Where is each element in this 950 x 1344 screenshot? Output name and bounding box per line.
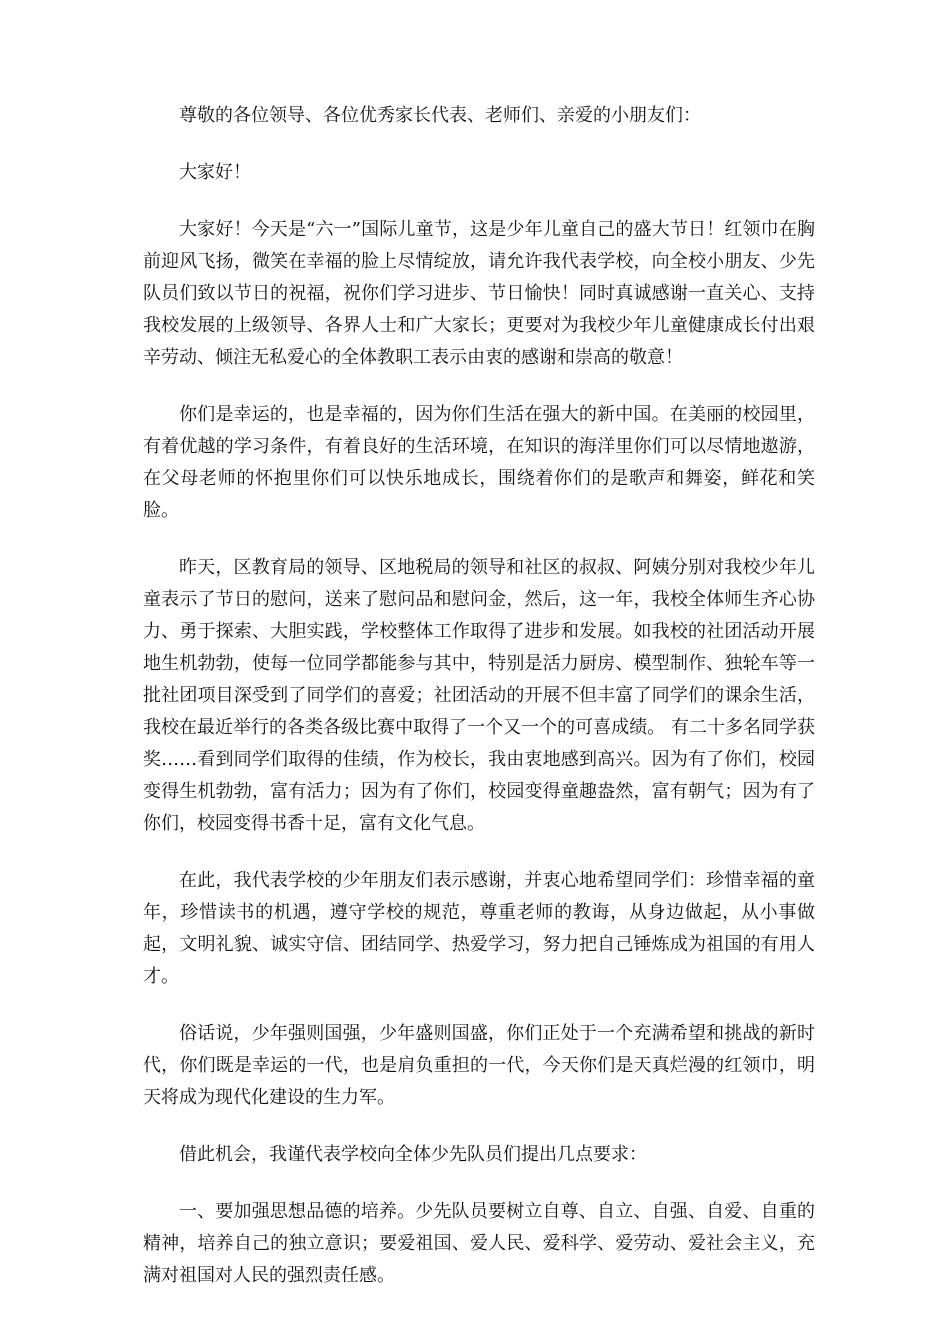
body-paragraph: 一、要加强思想品德的培养。少先队员要树立自尊、自立、自强、自爱、自重的精神，培养自己的独立意识；要爱祖国、爱人民、爱科学、爱劳动、爱社会主义，充满对祖国对人民的强烈责任感。	[143, 1201, 815, 1286]
body-paragraph: 在此，我代表学校的少年朋友们表示感谢，并衷心地希望同学们：珍惜幸福的童年，珍惜读书的机遇，遵守学校的规范，尊重老师的教诲，从身边做起，从小事做起，文明礼貌、诚实守信、团结同学、热爱学习，努力把自己锤炼成为祖国的有用人才。	[143, 870, 815, 987]
greeting: 大家好！	[179, 162, 251, 183]
salutation: 尊敬的各位领导、各位优秀家长代表、老师们、亲爱的小朋友们：	[179, 105, 701, 126]
document-page	[143, 100, 815, 1317]
body-paragraph: 昨天，区教育局的领导、区地税局的领导和社区的叔叔、阿姨分别对我校少年儿童表示了节日的慰问，送来了慰问品和慰问金，然后，这一年，我校全体师生齐心协力、勇于探索、大胆实践，学校整体工作取得了进步和发展。如我校的社团活动开展地生机勃勃，使每一位同学都能参与其中，特别是活力厨房、模型制作、独轮车等一批社团项目深受到了同学们的喜爱；社团活动的开展不但丰富了同学们的课余生活，我校在最近举行的各类各级比赛中取得了一个又一个的可喜成绩。 有二十多名同学获奖……看到同学们取得的佳绩，作为校长，我由衷地感到高兴。因为有了你们，校园变得生机勃勃，富有活力；因为有了你们，校园变得童趣盎然，富有朝气；因为有了你们，校园变得书香十足，富有文化气息。	[143, 557, 815, 834]
body-paragraph: 俗话说，少年强则国强，少年盛则国盛，你们正处于一个充满希望和挑战的新时代，你们既是幸运的一代，也是肩负重担的一代，今天你们是天真烂漫的红领巾，明天将成为现代化建设的生力军。	[143, 1023, 815, 1108]
body-paragraph: 你们是幸运的，也是幸福的，因为你们生活在强大的新中国。在美丽的校园里，有着优越的学习条件，有着良好的生活环境，在知识的海洋里你们可以尽情地遨游，在父母老师的怀抱里你们可以快乐地成长，围绕着你们的是歌声和舞姿，鲜花和笑脸。	[143, 404, 815, 521]
body-paragraph: 大家好！今天是“六一”国际儿童节，这是少年儿童自己的盛大节日！红领巾在胸前迎风飞扬，微笑在幸福的脸上尽情绽放，请允许我代表学校，向全校小朋友、少先队员们致以节日的祝福，祝你们学习进步、节日愉快！同时真诚感谢一直关心、支持我校发展的上级领导、各界人士和广大家长；更要对为我校少年儿童健康成长付出艰辛劳动、倾注无私爱心的全体教职工表示由衷的感谢和崇高的敬意！	[143, 219, 815, 368]
body-paragraph: 借此机会，我谨代表学校向全体少先队员们提出几点要求：	[179, 1144, 647, 1165]
